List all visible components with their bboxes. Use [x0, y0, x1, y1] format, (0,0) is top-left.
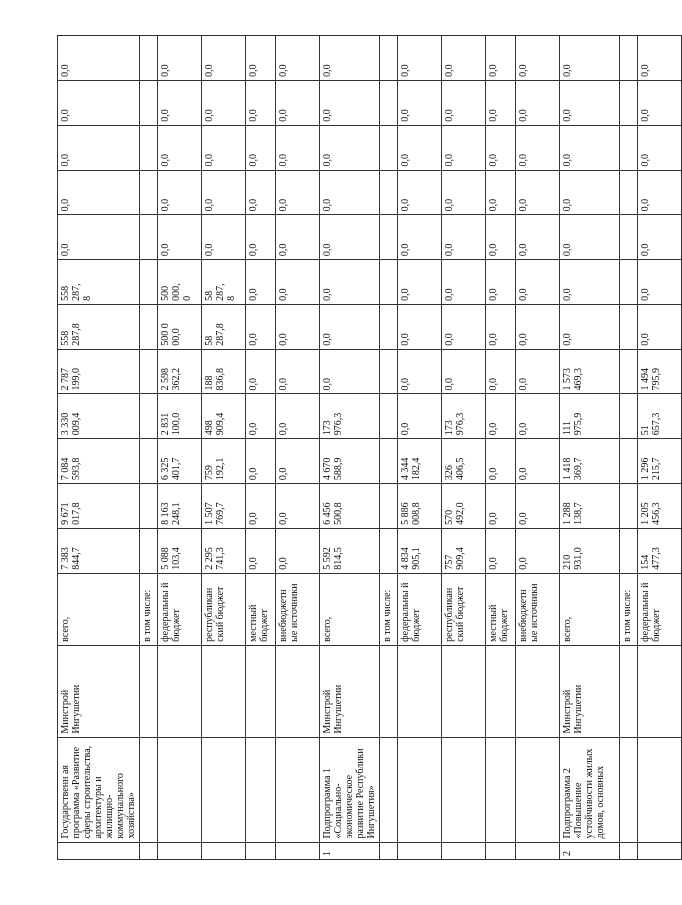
value-cell [620, 484, 638, 529]
value-cell: 558 287,8 [58, 304, 140, 349]
table-row [276, 36, 320, 860]
value-cell [140, 36, 158, 81]
value-cell: 2 295 741,3 [202, 528, 246, 573]
table-row [140, 36, 158, 860]
name-cell: Подпрограмма 1 «Социально-экономическое развитие Республики Ингушетия» [320, 737, 380, 842]
name-cell: Государственн ая программа «Развитие сферы строительства, архитектуры и жилищно-коммунального хозяйства» [58, 737, 140, 842]
value-cell [140, 170, 158, 215]
value-cell: 0,0 [246, 394, 276, 439]
value-cell: 0,0 [320, 215, 380, 260]
num-cell: 2 [560, 842, 620, 859]
value-cell: 0,0 [486, 349, 516, 394]
value-cell: 0,0 [58, 125, 140, 170]
value-cell: 0,0 [58, 80, 140, 125]
value-cell: 0,0 [276, 484, 320, 529]
value-cell: 0,0 [516, 170, 560, 215]
value-cell: 2 598 362,2 [158, 349, 202, 394]
executor-cell [442, 645, 486, 737]
value-cell [620, 215, 638, 260]
value-cell: 1 288 138,7 [560, 484, 620, 529]
name-cell [486, 737, 516, 842]
value-cell: 0,0 [638, 36, 682, 81]
value-cell [140, 125, 158, 170]
value-cell: 1 296 215,7 [638, 439, 682, 484]
value-cell [140, 304, 158, 349]
source-cell: внебюджетн ые источники [276, 573, 320, 645]
value-cell: 0,0 [516, 394, 560, 439]
value-cell [380, 170, 398, 215]
value-cell: 570 492,0 [442, 484, 486, 529]
value-cell [140, 215, 158, 260]
value-cell: 0,0 [638, 80, 682, 125]
rotated-table-container [57, 35, 662, 860]
value-cell: 0,0 [486, 125, 516, 170]
name-cell [276, 737, 320, 842]
value-cell: 500 0 00,0 [158, 304, 202, 349]
source-cell: республикан ский бюджет [442, 573, 486, 645]
value-cell: 58 287, 8 [202, 260, 246, 305]
value-cell: 0,0 [276, 394, 320, 439]
value-cell [380, 394, 398, 439]
value-cell: 0,0 [246, 304, 276, 349]
num-cell [58, 842, 140, 859]
value-cell: 0,0 [320, 304, 380, 349]
value-cell: 0,0 [638, 215, 682, 260]
value-cell: 1 205 456,3 [638, 484, 682, 529]
value-cell: 0,0 [246, 439, 276, 484]
value-cell: 0,0 [398, 125, 442, 170]
value-cell: 9 671 017,8 [58, 484, 140, 529]
value-cell [620, 528, 638, 573]
value-cell: 0,0 [442, 125, 486, 170]
value-cell: 6 456 500,8 [320, 484, 380, 529]
value-cell: 0,0 [398, 260, 442, 305]
value-cell: 173 976,3 [442, 394, 486, 439]
source-cell: республикан ский бюджет [202, 573, 246, 645]
value-cell: 0,0 [486, 528, 516, 573]
value-cell: 0,0 [202, 80, 246, 125]
value-cell: 0,0 [158, 215, 202, 260]
value-cell: 0,0 [486, 170, 516, 215]
table-row [398, 36, 442, 860]
table-row [58, 36, 140, 860]
value-cell: 0,0 [246, 170, 276, 215]
value-cell: 7 084 593,8 [58, 439, 140, 484]
source-cell: внебюджетн ые источники [516, 573, 560, 645]
table-row [486, 36, 516, 860]
value-cell [620, 80, 638, 125]
value-cell: 0,0 [516, 260, 560, 305]
value-cell: 0,0 [638, 304, 682, 349]
value-cell: 0,0 [516, 80, 560, 125]
value-cell: 0,0 [516, 349, 560, 394]
value-cell: 0,0 [442, 260, 486, 305]
value-cell: 4 670 588,9 [320, 439, 380, 484]
value-cell: 2 831 100,0 [158, 394, 202, 439]
executor-cell [276, 645, 320, 737]
num-cell [398, 842, 442, 859]
source-cell: всего, [560, 573, 620, 645]
value-cell: 0,0 [158, 36, 202, 81]
value-cell: 1 418 369,7 [560, 439, 620, 484]
value-cell [140, 528, 158, 573]
value-cell [140, 349, 158, 394]
value-cell: 0,0 [276, 439, 320, 484]
value-cell [140, 439, 158, 484]
value-cell: 0,0 [58, 36, 140, 81]
table-row [620, 36, 638, 860]
executor-cell [486, 645, 516, 737]
value-cell: 58 287,8 [202, 304, 246, 349]
num-cell [638, 842, 682, 859]
value-cell: 0,0 [516, 439, 560, 484]
value-cell: 0,0 [202, 215, 246, 260]
value-cell: 0,0 [158, 170, 202, 215]
table-row [202, 36, 246, 860]
value-cell [380, 80, 398, 125]
value-cell: 0,0 [486, 304, 516, 349]
executor-cell [638, 645, 682, 737]
value-cell: 0,0 [58, 170, 140, 215]
value-cell: 0,0 [398, 170, 442, 215]
source-cell: местный бюджет [246, 573, 276, 645]
value-cell [140, 484, 158, 529]
value-cell: 558 287, 8 [58, 260, 140, 305]
value-cell: 7 383 844,7 [58, 528, 140, 573]
source-cell: федеральны й бюджет [398, 573, 442, 645]
source-cell: всего, [320, 573, 380, 645]
value-cell: 0,0 [320, 125, 380, 170]
table-row [638, 36, 682, 860]
num-cell [516, 842, 560, 859]
table-row [158, 36, 202, 860]
num-cell [158, 842, 202, 859]
executor-cell: Минстрой Ингушетии [320, 645, 380, 737]
value-cell: 759 192,1 [202, 439, 246, 484]
value-cell: 0,0 [276, 528, 320, 573]
value-cell [140, 394, 158, 439]
value-cell: 4 834 905,1 [398, 528, 442, 573]
name-cell [638, 737, 682, 842]
value-cell: 0,0 [276, 170, 320, 215]
table-row [380, 36, 398, 860]
value-cell: 0,0 [638, 125, 682, 170]
value-cell: 0,0 [320, 260, 380, 305]
value-cell: 0,0 [560, 260, 620, 305]
value-cell: 0,0 [246, 528, 276, 573]
value-cell: 0,0 [442, 349, 486, 394]
value-cell: 0,0 [486, 36, 516, 81]
name-cell [246, 737, 276, 842]
executor-cell: Минстрой Ингушетии [560, 645, 620, 737]
value-cell: 0,0 [276, 215, 320, 260]
source-cell: местный бюджет [486, 573, 516, 645]
table-row [560, 36, 620, 860]
value-cell [380, 304, 398, 349]
value-cell: 0,0 [560, 215, 620, 260]
num-cell [140, 842, 158, 859]
value-cell [140, 260, 158, 305]
source-cell: всего, [58, 573, 140, 645]
value-cell: 1 573 469,3 [560, 349, 620, 394]
value-cell: 173 976,3 [320, 394, 380, 439]
value-cell: 0,0 [246, 484, 276, 529]
value-cell: 0,0 [516, 215, 560, 260]
value-cell [620, 260, 638, 305]
executor-cell [380, 645, 398, 737]
value-cell: 0,0 [276, 125, 320, 170]
value-cell: 0,0 [486, 439, 516, 484]
value-cell: 0,0 [516, 484, 560, 529]
value-cell [620, 349, 638, 394]
table-body [58, 36, 682, 860]
value-cell [380, 484, 398, 529]
value-cell [620, 170, 638, 215]
value-cell: 0,0 [202, 170, 246, 215]
value-cell: 0,0 [516, 36, 560, 81]
value-cell: 0,0 [398, 349, 442, 394]
value-cell [620, 36, 638, 81]
value-cell [620, 125, 638, 170]
value-cell: 0,0 [276, 36, 320, 81]
name-cell [380, 737, 398, 842]
value-cell: 500 000, 0 [158, 260, 202, 305]
num-cell: 1 [320, 842, 380, 859]
value-cell: 0,0 [276, 80, 320, 125]
value-cell: 0,0 [246, 125, 276, 170]
value-cell [380, 125, 398, 170]
value-cell: 0,0 [442, 170, 486, 215]
value-cell: 0,0 [442, 215, 486, 260]
value-cell: 5 886 008,8 [398, 484, 442, 529]
value-cell: 0,0 [398, 36, 442, 81]
value-cell: 0,0 [246, 349, 276, 394]
num-cell [620, 842, 638, 859]
num-cell [202, 842, 246, 859]
executor-cell [246, 645, 276, 737]
value-cell: 0,0 [246, 215, 276, 260]
value-cell: 8 163 248,1 [158, 484, 202, 529]
value-cell [380, 349, 398, 394]
name-cell: Подпрограмма 2 «Повышение устойчивости жилых домов, основных [560, 737, 620, 842]
value-cell: 0,0 [320, 36, 380, 81]
value-cell: 0,0 [486, 80, 516, 125]
value-cell: 0,0 [202, 125, 246, 170]
value-cell: 0,0 [560, 125, 620, 170]
source-cell: федеральны й бюджет [158, 573, 202, 645]
executor-cell [158, 645, 202, 737]
name-cell [202, 737, 246, 842]
value-cell: 1 507 769,7 [202, 484, 246, 529]
value-cell: 0,0 [58, 215, 140, 260]
value-cell [620, 304, 638, 349]
value-cell: 0,0 [246, 80, 276, 125]
value-cell [620, 439, 638, 484]
value-cell: 0,0 [320, 349, 380, 394]
name-cell [140, 737, 158, 842]
value-cell: 0,0 [486, 484, 516, 529]
executor-cell [620, 645, 638, 737]
value-cell: 51 657,3 [638, 394, 682, 439]
table-row [320, 36, 380, 860]
name-cell [620, 737, 638, 842]
value-cell: 0,0 [486, 215, 516, 260]
value-cell: 0,0 [560, 36, 620, 81]
name-cell [398, 737, 442, 842]
value-cell: 210 931,0 [560, 528, 620, 573]
value-cell: 111 975,9 [560, 394, 620, 439]
value-cell: 0,0 [560, 304, 620, 349]
value-cell: 0,0 [320, 170, 380, 215]
name-cell [516, 737, 560, 842]
value-cell: 0,0 [276, 304, 320, 349]
value-cell [380, 439, 398, 484]
value-cell [380, 36, 398, 81]
value-cell: 0,0 [246, 36, 276, 81]
value-cell: 0,0 [516, 125, 560, 170]
value-cell: 0,0 [398, 394, 442, 439]
num-cell [246, 842, 276, 859]
value-cell: 0,0 [442, 80, 486, 125]
num-cell [380, 842, 398, 859]
value-cell [620, 394, 638, 439]
source-cell: в том числе: [380, 573, 398, 645]
table-row [516, 36, 560, 860]
value-cell: 0,0 [158, 125, 202, 170]
value-cell: 2 787 199,0 [58, 349, 140, 394]
value-cell: 0,0 [442, 304, 486, 349]
num-cell [276, 842, 320, 859]
value-cell: 0,0 [246, 260, 276, 305]
table-row [442, 36, 486, 860]
budget-table [57, 35, 682, 860]
value-cell: 5 592 814,5 [320, 528, 380, 573]
value-cell [140, 80, 158, 125]
value-cell: 5 088 103,4 [158, 528, 202, 573]
value-cell: 4 344 182,4 [398, 439, 442, 484]
executor-cell: Минстрой Ингушетии [58, 645, 140, 737]
name-cell [158, 737, 202, 842]
value-cell: 0,0 [560, 170, 620, 215]
value-cell: 0,0 [560, 80, 620, 125]
value-cell: 1 494 795,9 [638, 349, 682, 394]
value-cell: 0,0 [202, 36, 246, 81]
executor-cell [398, 645, 442, 737]
value-cell: 0,0 [442, 36, 486, 81]
value-cell [380, 528, 398, 573]
value-cell: 0,0 [398, 215, 442, 260]
value-cell: 0,0 [398, 80, 442, 125]
value-cell: 0,0 [320, 80, 380, 125]
value-cell [380, 260, 398, 305]
num-cell [442, 842, 486, 859]
value-cell: 154 477,3 [638, 528, 682, 573]
source-cell: федеральны й бюджет [638, 573, 682, 645]
value-cell: 0,0 [486, 260, 516, 305]
value-cell: 188 836,8 [202, 349, 246, 394]
value-cell: 0,0 [638, 260, 682, 305]
executor-cell [202, 645, 246, 737]
table-row [246, 36, 276, 860]
source-cell: в том числе: [620, 573, 638, 645]
value-cell: 0,0 [158, 80, 202, 125]
name-cell [442, 737, 486, 842]
value-cell: 0,0 [638, 170, 682, 215]
value-cell: 3 330 009,4 [58, 394, 140, 439]
num-cell [486, 842, 516, 859]
source-cell: в том числе: [140, 573, 158, 645]
executor-cell [516, 645, 560, 737]
value-cell: 0,0 [516, 528, 560, 573]
value-cell: 326 406,5 [442, 439, 486, 484]
value-cell: 0,0 [486, 394, 516, 439]
value-cell: 6 325 401,7 [158, 439, 202, 484]
value-cell: 757 909,4 [442, 528, 486, 573]
value-cell: 0,0 [398, 304, 442, 349]
value-cell: 0,0 [276, 260, 320, 305]
value-cell: 0,0 [276, 349, 320, 394]
value-cell: 498 909,4 [202, 394, 246, 439]
value-cell [380, 215, 398, 260]
executor-cell [140, 645, 158, 737]
value-cell: 0,0 [516, 304, 560, 349]
